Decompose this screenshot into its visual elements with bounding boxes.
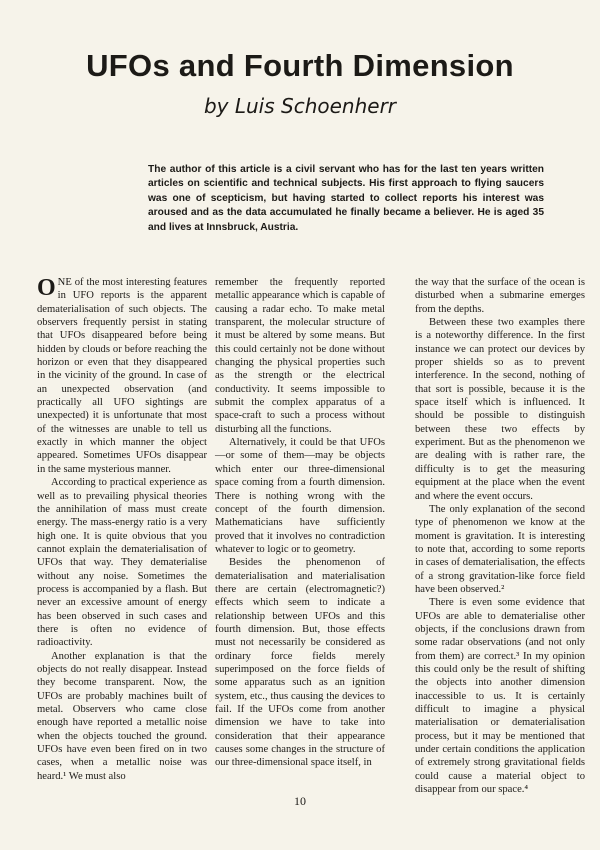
author-intro: The author of this article is a civil servant who has for the last ten years written articles on scientific and technical subjects. His first approach to flying saucers was one of scepticism, but having started to collect reports his interest was aroused and as the data accumulated he finally became a believer. He is aged 35 and lives at Innsbruck, Austria. — [148, 164, 544, 233]
paragraph: Besides the phenomenon of dematerialisation and materialisation there are certain (electromagnetic?) effects which seem to indicate a relationship between UFOs and this fourth dimension. But, those effects must not necessarily be considered as ordinary force fields merely superimposed on the force fields of some apparatus such as an ignition system, etc., thus causing the devices to fail. If the UFOs come from another dimension we have to take into consideration that their appearance causes some changes in the structure of our three-dimensional space itself, in — [215, 557, 385, 769]
text-column-3 — [415, 276, 585, 796]
paragraph-text: NE of the most interesting features in UFO reports is the apparent dematerialisation of such objects. The observers frequently persist in stating that UFOs disappeared before being hidden by clouds or before reaching the horizon or even that they disappeared in the vicinity of the ground. In case of an unexpected observation (and practically all UFO sightings are unexpected) it is unfortunate that most of the witnesses are unable to tell us exactly in which manner the object appeared. Sometimes UFOs disappear in the same mysterious manner. — [37, 277, 207, 475]
text-column-1 — [37, 276, 207, 783]
text-column-2 — [215, 276, 385, 770]
article-title: UFOs and Fourth Dimension — [86, 48, 514, 83]
drop-cap: O — [37, 275, 56, 301]
paragraph: the way that the surface of the ocean is disturbed when a submarine emerges from the depths. — [415, 277, 585, 315]
paragraph — [37, 276, 207, 476]
paragraph: remember the frequently reported metallic appearance which is capable of causing a radar echo. To make metal transparent, the molecular structure of it must be altered by some means. But this could certainly not be done without changing the physical properties such as the strength or the electrical conductivity. It seems impossible to submit the complex apparatus of a space-craft to such a process without disturbing all the functions. — [215, 277, 385, 435]
article-byline: by Luis Schoenherr — [203, 94, 397, 118]
paragraph: Alternatively, it could be that UFOs—or some of them—may be objects which enter our three-dimensional space coming from a fourth dimension. There is nothing wrong with the concept of the fourth dimension. Mathematicians have sufficiently proved that it involves no contradiction whatever to logic or to geometry. — [215, 437, 385, 555]
paragraph: The only explanation of the second type of phenomenon we know at the moment is gravitation. It is interesting to note that, according to some reports in cases of dematerialisation, the effects of a strong gravitation-like force field have been observed.² — [415, 503, 585, 595]
paragraph: Between these two examples there is a noteworthy difference. In the first instance we can protect our devices by proper shields so as to prevent interference. In the second, nothing of that sort is possible, because it is the space itself which is influenced. It should be possible to distinguish between these two effects by experiment. But as the phenomenon we are dealing with is rather rare, the difficulty is to get the measuring equipment at the place when the event and where the event occurs. — [415, 317, 585, 502]
paragraph: Another explanation is that the objects do not really disappear. Instead they become transparent. Now, the UFOs are probably machines built of metal. Observers who came close enough have reported a metallic noise when the objects touched the ground. UFOs have even been fired on in two cases, when a metallic noise was heard.¹ We must also — [37, 650, 207, 782]
page-number: 10 — [294, 794, 306, 808]
paragraph: According to practical experience as well as to prevailing physical theories the annihilation of mass must create energy. The mass-energy ratio is a very high one. It is quite obvious that you cannot explain the dematerialisation of UFOs that way. They dematerialise without any noise. Sometimes the process is accompanied by a flash. But never an excessive amount of energy has been observed in such cases and there is often no evidence of radioactivity. — [37, 477, 207, 649]
paragraph: There is even some evidence that UFOs are able to dematerialise other objects, if the conclusions drawn from some radar observations (and not only from them) are correct.³ In my opinion this could only be the result of shifting the objects into another dimension inaccessible to us. It is certainly difficult to imagine a physical materialisation or dematerialisation process, but it may be mentioned that under certain conditions the application of extremely strong gravitational fields could cause a material object to disappear from our space.⁴ — [415, 597, 585, 796]
